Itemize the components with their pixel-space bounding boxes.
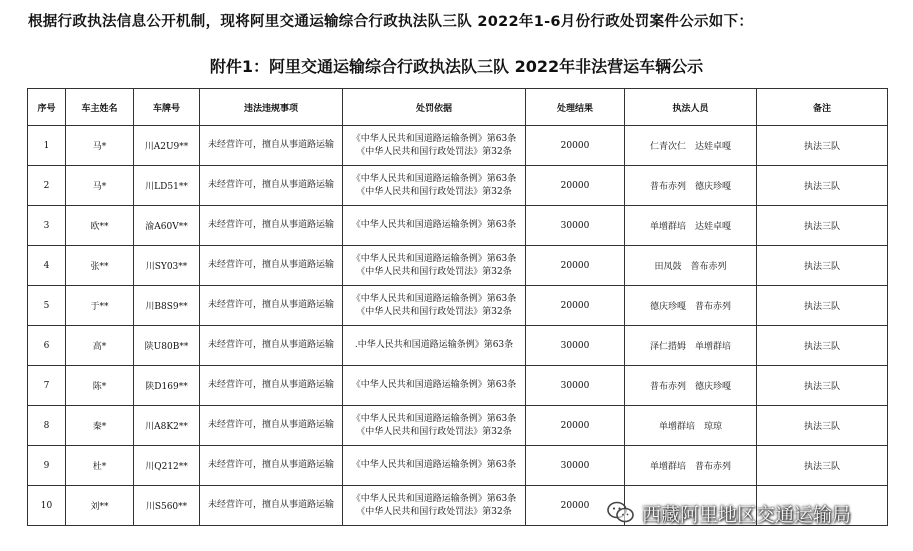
cell-result: 20000 — [526, 406, 625, 446]
cell-officers: 普布赤列 德庆珍嘎 — [625, 366, 757, 406]
cell-no: 10 — [28, 486, 66, 526]
cell-basis: 《中华人民共和国道路运输条例》第63条 《中华人民共和国行政处罚法》第32条 — [343, 246, 526, 286]
cell-plate: 陕D169** — [134, 366, 200, 406]
cell-plate: 川SY03** — [134, 246, 200, 286]
table-row — [28, 446, 888, 486]
cell-plate: 川Q212** — [134, 446, 200, 486]
cell-violation: 未经营许可，擅自从事道路运输 — [200, 366, 343, 406]
table-row — [28, 406, 888, 446]
cell-violation: 未经营许可，擅自从事道路运输 — [200, 166, 343, 206]
cell-result: 30000 — [526, 206, 625, 246]
cell-officers: 德庆珍嘎 普布赤列 — [625, 286, 757, 326]
cell-plate: 川A2U9** — [134, 126, 200, 166]
cell-owner: 高* — [66, 326, 134, 366]
cell-no: 4 — [28, 246, 66, 286]
cell-violation: 未经营许可，擅自从事道路运输 — [200, 486, 343, 526]
cell-no: 3 — [28, 206, 66, 246]
cell-officers: 单增群培 达娃卓嘎 — [625, 206, 757, 246]
cell-result: 20000 — [526, 246, 625, 286]
cell-plate: 川A8K2** — [134, 406, 200, 446]
cell-violation: 未经营许可，擅自从事道路运输 — [200, 406, 343, 446]
cell-owner: 于** — [66, 286, 134, 326]
cell-no: 9 — [28, 446, 66, 486]
table-row — [28, 286, 888, 326]
cell-basis: 《中华人民共和国道路运输条例》第63条 《中华人民共和国行政处罚法》第32条 — [343, 406, 526, 446]
cell-result: 20000 — [526, 126, 625, 166]
cell-no: 7 — [28, 366, 66, 406]
cell-basis: 《中华人民共和国道路运输条例》第63条 《中华人民共和国行政处罚法》第32条 — [343, 166, 526, 206]
cell-officers: 泽仁措姆 单增群培 — [625, 326, 757, 366]
cell-violation: 未经营许可，擅自从事道路运输 — [200, 126, 343, 166]
cell-basis: 《中华人民共和国道路运输条例》第63条 — [343, 366, 526, 406]
cell-owner: 欧** — [66, 206, 134, 246]
cell-basis: 《中华人民共和国道路运输条例》第63条 — [343, 206, 526, 246]
header-row — [28, 89, 888, 126]
cell-plate: 川LD51** — [134, 166, 200, 206]
cell-officers: 普布赤列 德庆珍嘎 — [625, 166, 757, 206]
cell-plate: 渝A60V** — [134, 206, 200, 246]
header-no: 序号 — [28, 89, 66, 126]
cell-violation: 未经营许可，擅自从事道路运输 — [200, 326, 343, 366]
watermark-text: 西藏阿里地区交通运输局 — [642, 503, 852, 526]
cell-violation: 未经营许可，擅自从事道路运输 — [200, 446, 343, 486]
cell-basis: .中华人民共和国道路运输条例》第63条 — [343, 326, 526, 366]
cell-violation: 未经营许可，擅自从事道路运输 — [200, 286, 343, 326]
cell-result: 30000 — [526, 326, 625, 366]
header-owner: 车主姓名 — [66, 89, 134, 126]
header-basis: 处罚依据 — [343, 89, 526, 126]
cell-no: 8 — [28, 406, 66, 446]
cell-plate: 川B8S9** — [134, 286, 200, 326]
cell-officers: 单增群培 琼琼 — [625, 406, 757, 446]
cell-note: 执法三队 — [757, 326, 888, 366]
cell-officers: 单增群培 普布赤列 — [625, 446, 757, 486]
cell-no: 5 — [28, 286, 66, 326]
cell-owner: 杜* — [66, 446, 134, 486]
cell-note: 执法三队 — [757, 246, 888, 286]
table-row — [28, 206, 888, 246]
cell-basis: 《中华人民共和国道路运输条例》第63条 — [343, 446, 526, 486]
cell-officers: 田凤鼓 普布赤列 — [625, 246, 757, 286]
table-row — [28, 326, 888, 366]
cell-note: 执法三队 — [757, 406, 888, 446]
table-row — [28, 126, 888, 166]
cell-note: 执法三队 — [757, 446, 888, 486]
cell-result: 30000 — [526, 366, 625, 406]
cell-result: 30000 — [526, 446, 625, 486]
cell-owner: 刘** — [66, 486, 134, 526]
table-title: 附件1：阿里交通运输综合行政执法队三队 2022年非法营运车辆公示 — [209, 57, 704, 76]
cell-no: 1 — [28, 126, 66, 166]
cell-owner: 马* — [66, 126, 134, 166]
cell-violation: 未经营许可，擅自从事道路运输 — [200, 206, 343, 246]
intro-line: 根据行政执法信息公开机制，现将阿里交通运输综合行政执法队三队 2022年1-6月份行政处罚案件公示如下： — [28, 14, 754, 30]
header-plate: 车牌号 — [134, 89, 200, 126]
cell-basis: 《中华人民共和国道路运输条例》第63条 《中华人民共和国行政处罚法》第32条 — [343, 126, 526, 166]
cell-result: 20000 — [526, 486, 625, 526]
header-result: 处理结果 — [526, 89, 625, 126]
header-officers: 执法人员 — [625, 89, 757, 126]
cell-plate: 陕U80B** — [134, 326, 200, 366]
cell-note: 执法三队 — [757, 126, 888, 166]
cell-no: 6 — [28, 326, 66, 366]
cell-note — [757, 486, 888, 526]
table-row — [28, 486, 888, 526]
cell-result: 20000 — [526, 166, 625, 206]
cell-owner: 秦* — [66, 406, 134, 446]
header-note: 备注 — [757, 89, 888, 126]
cell-note: 执法三队 — [757, 286, 888, 326]
cell-result: 20000 — [526, 286, 625, 326]
cell-plate: 川S560** — [134, 486, 200, 526]
cell-note: 执法三队 — [757, 206, 888, 246]
penalty-table — [27, 88, 888, 526]
cell-note: 执法三队 — [757, 366, 888, 406]
cell-owner: 张** — [66, 246, 134, 286]
table-row — [28, 246, 888, 286]
cell-note: 执法三队 — [757, 166, 888, 206]
cell-owner: 陈* — [66, 366, 134, 406]
cell-owner: 马* — [66, 166, 134, 206]
cell-violation: 未经营许可，擅自从事道路运输 — [200, 246, 343, 286]
cell-basis: 《中华人民共和国道路运输条例》第63条 《中华人民共和国行政处罚法》第32条 — [343, 286, 526, 326]
cell-officers: 仁青次仁 达娃卓嘎 — [625, 126, 757, 166]
cell-no: 2 — [28, 166, 66, 206]
table-row — [28, 366, 888, 406]
header-violation: 违法违规事项 — [200, 89, 343, 126]
table-row — [28, 166, 888, 206]
cell-officers — [625, 486, 757, 526]
cell-basis: 《中华人民共和国道路运输条例》第63条 《中华人民共和国行政处罚法》第32条 — [343, 486, 526, 526]
